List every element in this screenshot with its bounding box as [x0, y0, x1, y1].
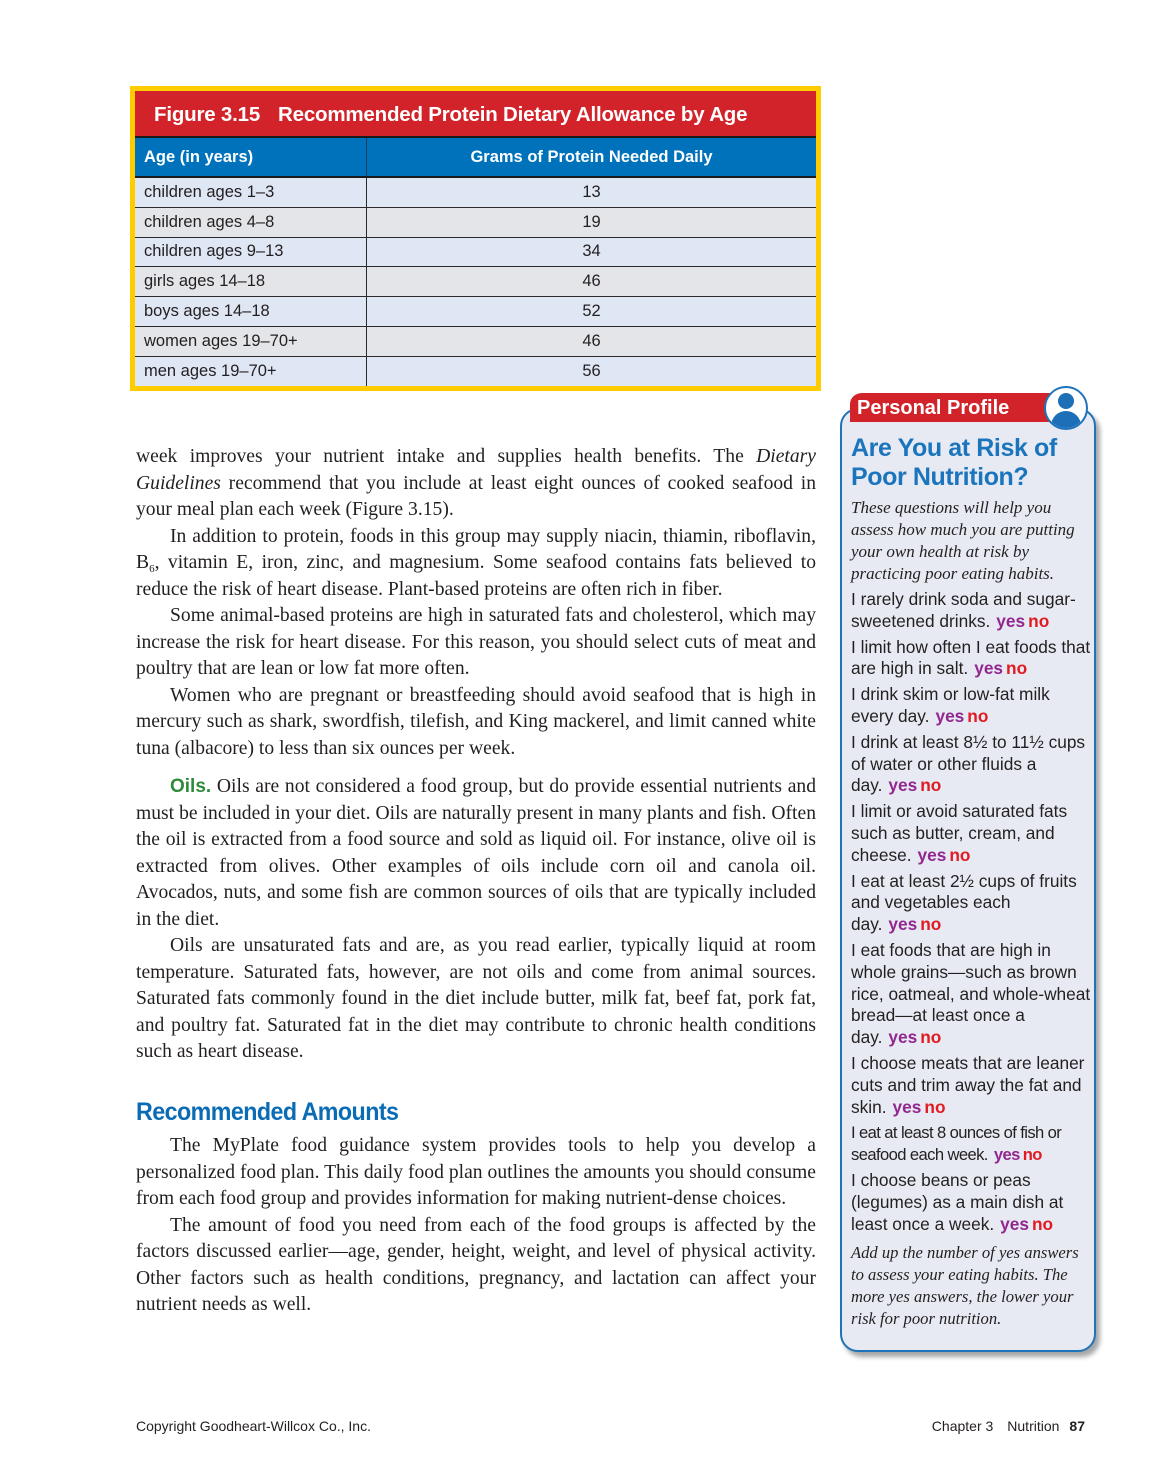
paragraph: [136, 524, 816, 604]
age-cell: women ages 19–70+: [135, 326, 367, 356]
publication-title: Dietary Guidelines: [136, 446, 816, 494]
grams-cell: 13: [367, 177, 817, 207]
subscript: 6: [149, 563, 155, 575]
profile-title: Are You at Risk of Poor Nutrition?: [851, 434, 1057, 491]
yes-option: yes: [996, 610, 1026, 631]
paragraph: The amount of food you need from each of the food groups is affected by the factors discussed earlier—age, gender, height, weight, and level of physical activity. Other factors such as health conditions, pregnancy, and lactation can affect your nutrient needs as well.: [136, 1214, 816, 1315]
column-header-grams: Grams of Protein Needed Daily: [367, 137, 817, 177]
grams-cell: 56: [367, 356, 817, 385]
question-text: I choose meats that are leaner cuts and trim away the fat and skin.: [851, 1052, 1085, 1117]
paragraph: Some animal-based proteins are high in saturated fats and cholesterol, which may increase the risk for heart disease. For this reason, you should select cuts of meat and poultry that are lean or low fat more often.: [136, 605, 816, 679]
no-option: no: [920, 914, 942, 935]
question-item: [851, 684, 1091, 728]
question-item: [851, 589, 1091, 633]
section-heading: Recommended Amounts: [136, 1097, 399, 1126]
figure-3-15-table: [130, 86, 821, 391]
no-option: no: [920, 775, 942, 796]
run-in-heading-oils: Oils.: [170, 776, 212, 797]
profile-content: [851, 434, 1091, 1330]
yes-option: yes: [892, 1096, 922, 1117]
profile-tab-label: Personal Profile: [850, 392, 1066, 422]
figure-title: [135, 91, 816, 136]
no-option: no: [1031, 1213, 1054, 1234]
column-header-age: Age (in years): [135, 137, 367, 177]
paragraph: [136, 444, 816, 524]
yes-option: yes: [917, 844, 947, 865]
yes-option: yes: [888, 775, 918, 796]
table-row: [135, 207, 816, 237]
paragraph: Oils are unsaturated fats and are, as you read earlier, typically liquid at room temperature. Saturated fats, however, are not oils and come from animal sources. Saturated fats commonly found in the diet include butter, milk fat, beef fat, pork fat, and poultry fat. Saturated fat in the diet may contribute to chronic health conditions such as heart disease.: [136, 935, 816, 1062]
footer-section: Nutrition: [1007, 1418, 1060, 1434]
question-text: I choose beans or peas (legumes) as a main dish at least once a week.: [851, 1169, 1064, 1234]
age-cell: girls ages 14–18: [135, 267, 367, 297]
yes-option: yes: [993, 1145, 1020, 1165]
age-cell: men ages 19–70+: [135, 356, 367, 385]
question-item: [851, 940, 1091, 1049]
question-text: I limit or avoid saturated fats such as butter, cream, and cheese.: [851, 801, 1068, 865]
no-option: no: [1022, 1145, 1042, 1165]
paragraph-oils: [136, 774, 816, 933]
question-item: [851, 732, 1091, 797]
profile-outro: Add up the number of yes answers to assess your eating habits. The more yes answers, the lower your risk for poor nutrition.: [851, 1243, 1079, 1329]
text-run: In addition to protein, foods in this group may supply niacin, thiamin, riboflavin, B: [136, 525, 816, 573]
question-text: I drink skim or low-fat milk every day.: [851, 684, 1050, 726]
question-item: [851, 1122, 1091, 1166]
grams-cell: 52: [367, 297, 817, 327]
paragraph: The MyPlate food guidance system provides tools to help you develop a personalized food plan. This daily food plan outlines the amounts you should consume from each food group and provides information for making nutrient-dense choices.: [136, 1135, 816, 1209]
grams-cell: 19: [367, 207, 817, 237]
no-option: no: [1006, 658, 1028, 679]
table-header-row: [135, 137, 816, 177]
yes-option: yes: [974, 658, 1004, 679]
no-option: no: [924, 1096, 946, 1117]
age-cell: boys ages 14–18: [135, 297, 367, 327]
question-text: I eat foods that are high in whole grains—such as brown rice, oatmeal, and whole-wheat bread—at least once a day.: [851, 939, 1091, 1048]
profile-intro: These questions will help you assess how much you are putting your own health at risk by practicing poor eating habits.: [851, 498, 1075, 583]
question-text: I limit how often I eat foods that are high in salt.: [851, 636, 1091, 679]
question-item: [851, 1053, 1091, 1118]
footer-copyright: Copyright Goodheart-Willcox Co., Inc.: [136, 1418, 371, 1434]
age-cell: children ages 4–8: [135, 207, 367, 237]
yes-option: yes: [1000, 1213, 1029, 1234]
footer-chapter: Chapter 3: [931, 1418, 994, 1434]
question-text: I eat at least 8 ounces of fish or seafood each week.: [851, 1123, 1062, 1165]
page-number: 87: [1069, 1418, 1085, 1434]
grams-cell: 34: [367, 237, 817, 267]
question-item: [851, 1170, 1091, 1235]
question-item: [851, 871, 1091, 936]
text-run: , vitamin E, iron, zinc, and magnesium. Some seafood contains fats believed to reduce the risk of heart disease. Plant-based proteins are often rich in fiber.: [136, 552, 816, 600]
no-option: no: [920, 1027, 942, 1048]
main-column: [136, 444, 816, 1319]
no-option: no: [949, 844, 971, 865]
grams-cell: 46: [367, 326, 817, 356]
protein-table: [135, 136, 816, 386]
table-row: [135, 177, 816, 207]
paragraph: Women who are pregnant or breastfeeding should avoid seafood that is high in mercury such as shark, swordfish, tilefish, and King mackerel, and limit canned white tuna (albacore) to less than six ounces per week.: [136, 684, 816, 759]
table-row: [135, 297, 816, 327]
text-run: Oils are not considered a food group, but do provide essential nutrients and must be included in your diet. Oils are naturally present in many plants and fish. Often the oil is extracted from a food source and sold as liquid oil. For instance, olive oil is extracted from olives. Other examples of oils include corn oil and canola oil. Avocados, nuts, and some fish are common sources of oils that are typically included in the diet.: [136, 776, 816, 930]
question-item: [851, 637, 1091, 681]
question-text: I drink at least 8½ to 11½ cups of water or other fluids a day.: [851, 731, 1086, 796]
yes-option: yes: [888, 1027, 918, 1048]
text-run: week improves your nutrient intake and supplies health benefits. The: [136, 446, 757, 467]
person-icon-body: [1051, 411, 1081, 430]
no-option: no: [1028, 610, 1050, 631]
yes-option: yes: [888, 914, 918, 935]
question-item: [851, 801, 1091, 866]
age-cell: children ages 1–3: [135, 177, 367, 207]
age-cell: children ages 9–13: [135, 237, 367, 267]
table-row: [135, 356, 816, 385]
personal-profile-sidebar: [838, 386, 1100, 1364]
text-run: recommend that you include at least eight ounces of cooked seafood in your meal plan each week (Figure 3.15).: [136, 472, 816, 520]
person-icon: [1044, 386, 1088, 430]
figure-number: Figure 3.15: [154, 103, 261, 126]
table-row: [135, 326, 816, 356]
figure-caption: Recommended Protein Dietary Allowance by Age: [278, 103, 748, 126]
question-text: I rarely drink soda and sugar-sweetened drinks.: [851, 589, 1076, 631]
grams-cell: 46: [367, 267, 817, 297]
table-row: [135, 267, 816, 297]
table-row: [135, 237, 816, 267]
no-option: no: [967, 705, 989, 726]
question-text: I eat at least 2½ cups of fruits and vegetables each day.: [851, 870, 1077, 935]
yes-option: yes: [935, 705, 965, 726]
person-icon-head: [1058, 393, 1074, 409]
footer-running-head: [932, 1418, 1085, 1434]
